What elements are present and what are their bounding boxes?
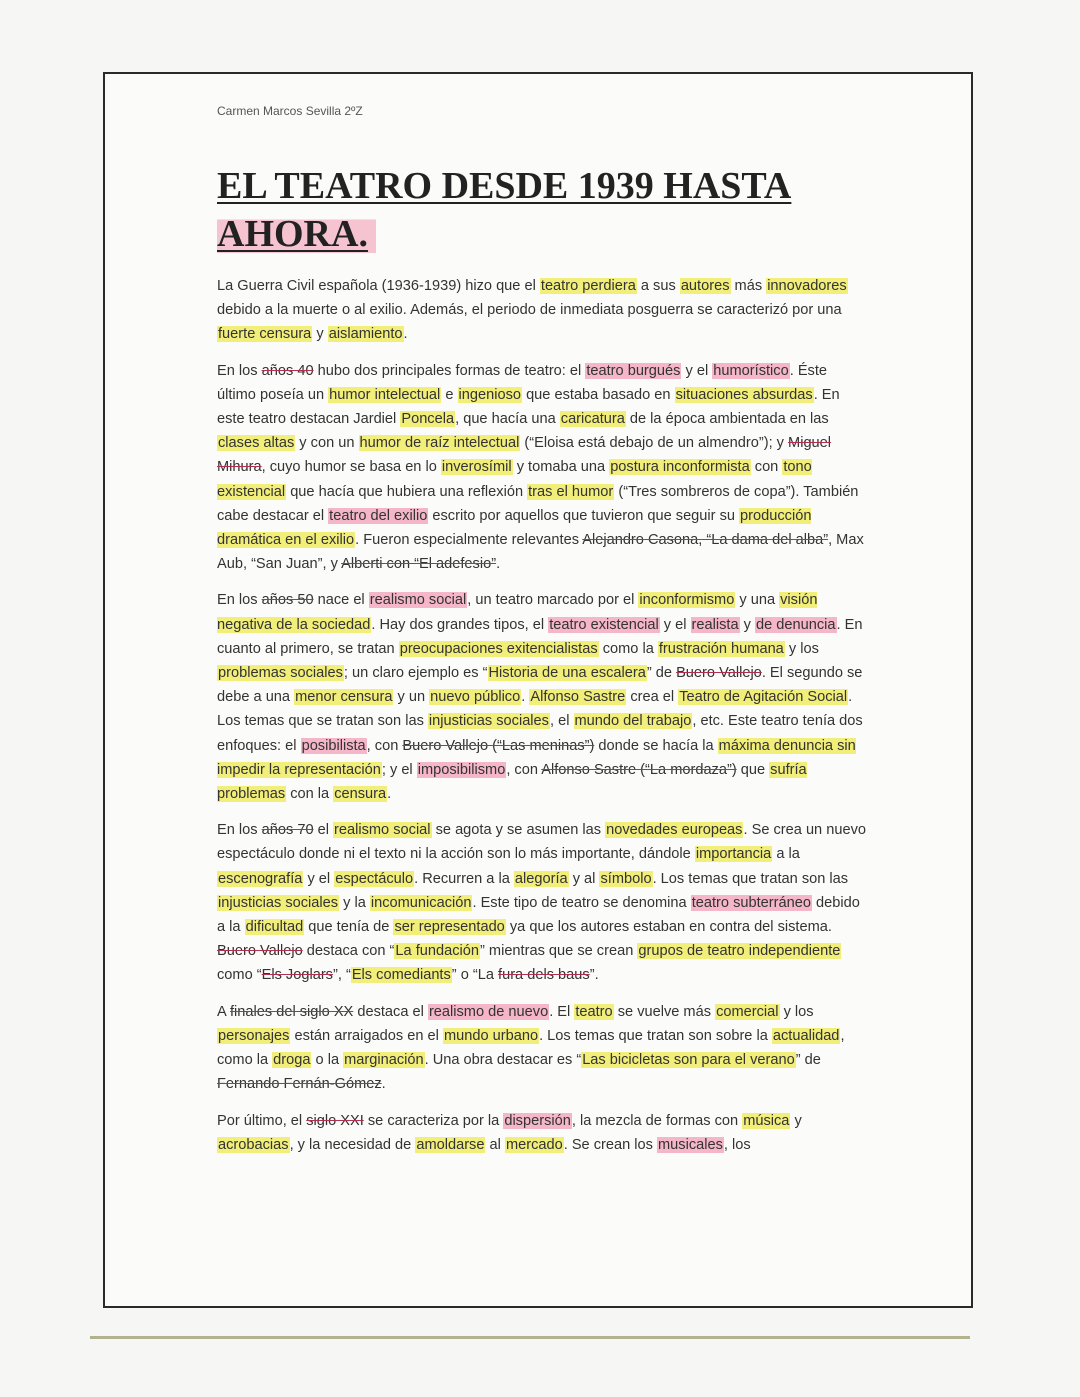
text-run: , con xyxy=(366,737,403,754)
highlight-pink: dispersión xyxy=(504,1112,571,1129)
text-run: . El xyxy=(549,1003,575,1020)
text-run: y el xyxy=(659,616,691,633)
strikethrough-text: años 50 xyxy=(261,592,314,609)
highlight-yellow: fuerte censura xyxy=(218,326,312,343)
text-run: destaca el xyxy=(353,1003,428,1020)
paragraph-3 xyxy=(217,588,867,806)
text-run: destaca con “ xyxy=(302,943,395,960)
text-run: . xyxy=(381,1076,386,1093)
paragraph-1 xyxy=(217,274,867,347)
text-run: En los xyxy=(217,822,262,839)
paragraph-6 xyxy=(217,1109,867,1157)
text-run: que xyxy=(736,761,770,778)
highlight-yellow: comercial xyxy=(716,1003,779,1020)
text-run: y un xyxy=(393,689,430,706)
text-run: se vuelve más xyxy=(613,1003,716,1020)
highlight-yellow: humor de raíz intelectual xyxy=(359,435,520,452)
highlight-yellow: música xyxy=(743,1112,790,1129)
paragraph-4 xyxy=(217,818,867,987)
text-run: se caracteriza por la xyxy=(363,1112,504,1129)
strikethrough-text: Alberti con “El adefesio” xyxy=(341,556,497,573)
page-title xyxy=(217,162,857,258)
highlight-yellow: droga xyxy=(273,1052,311,1069)
text-run: . En este teatro destacan Jardiel xyxy=(217,386,840,428)
highlight-yellow: inconformismo xyxy=(639,592,735,609)
text-run: , etc. Este teatro tenía dos enfoques: el xyxy=(217,713,863,754)
highlight-yellow: teatro xyxy=(575,1003,613,1020)
document-page xyxy=(103,72,973,1308)
text-run: y tomaba una xyxy=(512,459,610,476)
text-run: el xyxy=(313,822,334,839)
highlight-yellow: Historia de una escalera xyxy=(488,665,646,682)
highlight-yellow: censura xyxy=(334,786,387,803)
text-run: ”, “ xyxy=(332,967,351,984)
highlight-yellow: situaciones absurdas xyxy=(675,386,813,403)
text-run: debido a la xyxy=(217,894,860,936)
strikethrough-text: Buero Vallejo xyxy=(217,943,303,960)
text-run: . Se crean los xyxy=(563,1136,658,1153)
highlight-pink: teatro subterráneo xyxy=(691,894,811,911)
text-run: , y la necesidad de xyxy=(289,1136,416,1153)
text-run: y con un xyxy=(295,435,359,452)
strikethrough-text: años 40 xyxy=(261,362,314,379)
text-run: , un teatro marcado por el xyxy=(467,592,639,609)
strikethrough-text: Alejandro Casona, “La dama del alba” xyxy=(582,532,829,549)
text-run: ” de xyxy=(795,1052,821,1069)
highlight-pink: posibilista xyxy=(301,737,366,754)
highlight-yellow: grupos de teatro independiente xyxy=(638,943,841,960)
highlight-yellow: dificultad xyxy=(245,919,304,936)
text-run: En los xyxy=(217,362,262,379)
highlight-yellow: Alfonso Sastre xyxy=(530,689,626,706)
text-run: . Una obra destacar es “ xyxy=(424,1052,582,1069)
text-run: . xyxy=(387,786,392,803)
text-run: . Este tipo de teatro se denomina xyxy=(472,894,691,911)
text-run: como la xyxy=(598,640,658,657)
text-run: La Guerra Civil española (1936-1939) hizo que el xyxy=(217,278,540,294)
highlight-pink: teatro del exilio xyxy=(329,507,428,524)
highlight-yellow: mercado xyxy=(505,1136,563,1153)
text-run: , Max Aub, “San Juan”, y xyxy=(217,532,864,573)
text-run: . Los temas que tratan son sobre la xyxy=(539,1027,772,1044)
text-run: con la xyxy=(286,786,334,803)
highlight-yellow: amoldarse xyxy=(416,1136,485,1153)
highlight-pink: de denuncia xyxy=(756,616,836,633)
text-run: y los xyxy=(784,640,819,657)
text-run: ya que los autores estaban en contra del sistema. xyxy=(505,919,832,936)
text-run: . xyxy=(521,689,530,706)
text-run: están arraigados en el xyxy=(290,1027,443,1044)
text-run: Por último, el xyxy=(217,1112,307,1129)
highlight-pink: teatro burgués xyxy=(586,362,681,379)
text-run: se agota y se asumen las xyxy=(431,822,606,839)
text-run: con xyxy=(750,459,783,476)
strikethrough-text: siglo XXI xyxy=(306,1112,364,1129)
strikethrough-text: Alfonso Sastre (“La mordaza”) xyxy=(541,761,737,778)
document-body xyxy=(217,274,867,1169)
text-run: y los xyxy=(779,1003,814,1020)
text-run: ” mientras que se crean xyxy=(480,943,638,960)
highlight-yellow: problemas sociales xyxy=(218,665,343,682)
text-run: . El segundo se debe a una xyxy=(217,665,863,706)
highlight-yellow: frustración humana xyxy=(658,640,784,657)
text-run: y al xyxy=(568,870,600,887)
author-header: Carmen Marcos Sevilla 2ºZ xyxy=(217,104,363,118)
text-run: y xyxy=(312,326,328,343)
highlight-yellow: mundo urbano xyxy=(443,1027,539,1044)
text-run: ; y el xyxy=(381,761,417,778)
text-run: al xyxy=(485,1136,505,1153)
highlight-yellow: preocupaciones exitencialistas xyxy=(399,640,598,657)
title-line-2: AHORA. xyxy=(217,213,376,255)
highlight-yellow: escenografía xyxy=(218,870,303,887)
highlight-yellow: Poncela xyxy=(401,411,455,428)
highlight-yellow: Teatro de Agitación Social xyxy=(679,689,848,706)
highlight-pink: realismo social xyxy=(369,592,467,609)
highlight-pink: realismo de nuevo xyxy=(428,1003,549,1020)
text-run: . Fueron especialmente relevantes xyxy=(355,532,583,549)
highlight-yellow: espectáculo xyxy=(335,870,414,887)
highlight-yellow: símbolo xyxy=(600,870,652,887)
highlight-yellow: ingenioso xyxy=(458,386,522,403)
highlight-yellow: acrobacias xyxy=(218,1136,289,1153)
text-run: , cuyo humor se basa en lo xyxy=(261,459,441,476)
highlight-pink: humorístico xyxy=(713,362,789,379)
text-run: y una xyxy=(735,592,780,609)
highlight-yellow: nuevo público xyxy=(430,689,521,706)
highlight-yellow: clases altas xyxy=(218,435,295,452)
highlight-yellow: importancia xyxy=(695,846,772,863)
highlight-yellow: visión negativa de la sociedad xyxy=(217,592,818,633)
text-run: o la xyxy=(311,1052,344,1069)
highlight-yellow: injusticias sociales xyxy=(428,713,549,730)
text-run: y el xyxy=(303,870,335,887)
text-run: ” o “La xyxy=(451,967,499,984)
text-run: y xyxy=(739,616,755,633)
highlight-yellow: novedades europeas xyxy=(606,822,743,839)
text-run: más xyxy=(730,278,767,294)
highlight-yellow: menor censura xyxy=(295,689,393,706)
strikethrough-text: Els Joglars xyxy=(261,967,333,984)
text-run: . Hay dos grandes tipos, el xyxy=(371,616,549,633)
highlight-yellow: máxima denuncia sin impedir la representación xyxy=(217,737,856,778)
highlight-yellow: injusticias sociales xyxy=(218,894,339,911)
highlight-yellow: alegoría xyxy=(514,870,568,887)
highlight-pink: realista xyxy=(691,616,739,633)
paragraph-2 xyxy=(217,359,867,577)
text-run: y la xyxy=(339,894,370,911)
highlight-pink: musicales xyxy=(658,1136,723,1153)
text-run: , como la xyxy=(217,1027,845,1069)
text-run: a la xyxy=(772,846,800,863)
text-run: . xyxy=(403,326,408,343)
highlight-yellow: humor intelectual xyxy=(329,386,441,403)
text-run: , la mezcla de formas con xyxy=(571,1112,743,1129)
text-run: (“Tres sombreros de copa”). También cabe destacar el xyxy=(217,483,859,524)
highlight-yellow: mundo del trabajo xyxy=(574,713,692,730)
strikethrough-text: años 70 xyxy=(261,822,314,839)
text-run: ”. xyxy=(589,967,599,984)
highlight-yellow: tono existencial xyxy=(217,459,812,500)
strikethrough-text: Buero Vallejo xyxy=(676,665,762,682)
text-run: nace el xyxy=(313,592,369,609)
text-run: En los xyxy=(217,592,262,609)
highlight-yellow: personajes xyxy=(218,1027,290,1044)
text-run: hubo dos principales formas de teatro: el xyxy=(313,362,586,379)
highlight-pink: teatro existencial xyxy=(549,616,659,633)
text-run: (“Eloisa está debajo de un almendro”); y xyxy=(520,435,789,452)
text-run: debido a la muerte o al exilio. Además, el periodo de inmediata posguerra se caracterizó por una xyxy=(217,302,842,319)
highlight-yellow: aislamiento xyxy=(328,326,403,343)
highlight-yellow: incomunicación xyxy=(370,894,472,911)
text-run: , con xyxy=(506,761,542,778)
highlight-yellow: inverosímil xyxy=(441,459,512,476)
text-run: , el xyxy=(549,713,574,730)
text-run: e xyxy=(441,386,458,403)
paragraph-5 xyxy=(217,1000,867,1097)
text-run: que tenía de xyxy=(304,919,394,936)
strikethrough-text: finales del siglo XX xyxy=(229,1003,354,1020)
text-run: . Los temas que tratan son las xyxy=(652,870,849,887)
highlight-yellow: Els comediants xyxy=(351,967,451,984)
text-run: de la época ambientada en las xyxy=(625,411,829,428)
text-run: . En cuanto al primero, se tratan xyxy=(217,616,863,657)
text-run: ” de xyxy=(646,665,677,682)
highlight-yellow: caricatura xyxy=(560,411,625,428)
text-run: ; un claro ejemplo es “ xyxy=(343,665,488,682)
text-run: como “ xyxy=(217,967,262,984)
highlight-yellow: producción dramática en el exilio xyxy=(217,507,812,549)
text-run: donde se hacía la xyxy=(594,737,718,754)
page-bottom-edge xyxy=(90,1336,970,1339)
text-run: A xyxy=(217,1003,230,1020)
strikethrough-text: Buero Vallejo (“Las meninas”) xyxy=(402,737,595,754)
strikethrough-text: Miguel Mihura xyxy=(217,435,832,476)
text-run: . xyxy=(496,556,501,573)
title-line-1: EL TEATRO DESDE 1939 HASTA xyxy=(217,165,792,207)
highlight-yellow: Las bicicletas son para el verano xyxy=(582,1052,795,1069)
highlight-yellow: autores xyxy=(680,278,730,294)
text-run: . Éste último poseía un xyxy=(217,362,828,403)
highlight-yellow: tras el humor xyxy=(528,483,614,500)
highlight-yellow: sufría problemas xyxy=(217,761,807,803)
highlight-yellow: La fundación xyxy=(395,943,479,960)
text-run: . Se crea un nuevo espectáculo donde ni el texto ni la acción son lo más importante, dándole xyxy=(217,822,866,863)
strikethrough-text: fura dels baus xyxy=(498,967,590,984)
highlight-yellow: postura inconformista xyxy=(610,459,750,476)
highlight-yellow: innovadores xyxy=(767,278,847,294)
text-run: escrito por aquellos que tuvieron que seguir su xyxy=(428,507,740,524)
highlight-yellow: ser representado xyxy=(394,919,505,936)
highlight-yellow: realismo social xyxy=(334,822,431,839)
text-run: crea el xyxy=(626,689,679,706)
text-run: a sus xyxy=(636,278,680,294)
text-run: , que hacía una xyxy=(455,411,560,428)
text-run: que estaba basado en xyxy=(522,386,675,403)
strikethrough-text: Fernando Fernán-Gómez xyxy=(217,1076,382,1093)
text-run: . Recurren a la xyxy=(414,870,514,887)
text-run: , los xyxy=(723,1136,751,1153)
highlight-yellow: actualidad xyxy=(772,1027,840,1044)
highlight-yellow: teatro perdiera xyxy=(540,278,636,294)
text-run: y el xyxy=(681,362,713,379)
highlight-pink: imposibilismo xyxy=(417,761,506,778)
text-run: y xyxy=(790,1112,802,1129)
text-run: que hacía que hubiera una reflexión xyxy=(286,483,528,500)
highlight-yellow: marginación xyxy=(344,1052,424,1069)
text-run: . Los temas que se tratan son las xyxy=(217,689,853,730)
